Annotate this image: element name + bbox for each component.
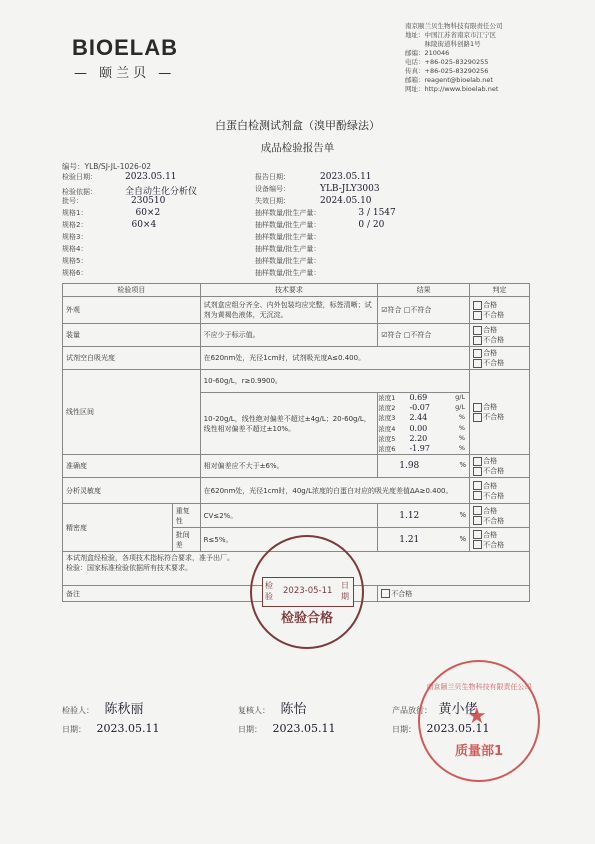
conc-unit: % [458, 423, 466, 432]
info-value: 0 / 20 [358, 220, 385, 230]
table-row [63, 478, 530, 504]
inspector-signature: 陈秋丽 [104, 702, 144, 717]
judge-ok: 合格 [483, 457, 498, 466]
linearity-results [378, 393, 470, 455]
date-value: 2023.05.11 [272, 722, 336, 735]
info-label: 抽样数量/批生产量： [255, 221, 321, 229]
table-row [63, 370, 530, 393]
info-label: 检验依据： [62, 188, 97, 196]
info-label: 规格2： [62, 221, 88, 229]
conc-label: 浓度1 [378, 394, 396, 402]
info-label: 规格3： [62, 233, 88, 241]
judge-ng: 不合格 [483, 311, 505, 319]
info-value: 230510 [131, 196, 166, 206]
checkbox-icon [473, 413, 482, 422]
conc-unit: % [458, 433, 466, 442]
conc-value: 0.69 [409, 393, 428, 402]
checkbox-icon [473, 506, 482, 515]
row-judgement [470, 370, 530, 455]
conc-label: 浓度2 [378, 404, 396, 413]
company-line: 电话：+86-025-83290255 [405, 58, 489, 66]
row-judgement [470, 297, 530, 324]
judge-ok: 合格 [483, 403, 498, 412]
info-label: 规格1： [62, 209, 88, 217]
conc-label: 浓度5 [378, 434, 396, 443]
document-title: 白蛋白检测试剂盒（溴甲酚绿法） [215, 119, 380, 132]
row-requirement: 10-20g/L，线性绝对偏差不超过±4g/L；20-60g/L，线性相对偏差不超过±10%。 [200, 393, 378, 455]
judge-ng: 不合格 [483, 516, 505, 525]
header-judgement: 判定 [470, 284, 530, 297]
row-item: 准确度 [63, 455, 201, 478]
info-label: 批号： [62, 197, 83, 205]
conc-unit: % [458, 444, 466, 453]
row-result [378, 528, 470, 552]
result-option: ☑符合 [381, 331, 402, 339]
conc-value: 2.20 [409, 433, 428, 443]
info-value: 2023.05.11 [320, 172, 372, 182]
inspector-label: 检验人： [62, 706, 94, 715]
judge-ng: 不合格 [483, 413, 505, 422]
info-label: 抽样数量/批生产量： [255, 257, 321, 265]
info-value: 60×2 [135, 208, 161, 218]
seal-dept: 质量部1 [454, 744, 504, 759]
conclusion-text: 本试剂盒经检验，各项技术指标符合要求，准予出厂。 [66, 554, 234, 563]
judge-ok: 合格 [483, 530, 498, 539]
table-row [63, 297, 530, 324]
info-label: 规格6： [62, 269, 88, 277]
row-judgement [470, 504, 530, 528]
reviewer-sign [238, 698, 307, 717]
result-option: ☑符合 [381, 306, 402, 314]
info-label: 报告日期： [255, 173, 290, 181]
remark-label: 备注 [63, 586, 378, 602]
checkbox-icon [473, 301, 482, 310]
header-result: 结果 [378, 284, 470, 297]
stamp-side-label: 日期 [341, 581, 349, 601]
document-number: 编号：YLB/SJ-JL-1026-02 [62, 162, 152, 171]
row-item: 线性区间 [63, 370, 201, 455]
row-judgement [470, 478, 530, 504]
company-logo-subtitle: — 颐兰贝 — [74, 66, 176, 81]
checkbox-icon [473, 467, 482, 476]
star-icon: ★ [467, 704, 487, 729]
judge-ng: 不合格 [483, 491, 505, 500]
date-value: 2023.05.11 [426, 722, 490, 735]
quality-seal [418, 660, 540, 782]
reviewer-signature: 陈怡 [280, 702, 307, 717]
remark-ng: 不合格 [391, 589, 413, 598]
judge-ng: 不合格 [483, 359, 505, 367]
remark-result [378, 586, 530, 602]
info-value: 3 / 1547 [358, 208, 396, 218]
checkbox-icon [473, 491, 482, 500]
conc-value: 2.44 [409, 413, 428, 423]
info-value: 2024.05.10 [320, 196, 372, 206]
date-label: 日期： [392, 725, 416, 734]
company-line: 传真：+86-025-83290256 [405, 67, 489, 75]
inspection-stamp [250, 535, 364, 649]
row-subitem: 重复性 [172, 504, 200, 528]
info-label: 抽样数量/批生产量： [255, 233, 321, 241]
row-requirement: CV≤2%。 [200, 504, 378, 528]
row-requirement: 10-60g/L，r≥0.9900。 [200, 370, 469, 393]
reviewer-date [238, 722, 336, 735]
company-line: 地址：中国江苏省南京市江宁区 [405, 31, 496, 39]
row-item: 试剂空白吸光度 [63, 347, 201, 370]
checkbox-icon [473, 457, 482, 466]
row-item: 装量 [63, 324, 201, 347]
info-left [62, 172, 262, 280]
conc-unit: g/L [455, 403, 466, 412]
company-line: 秣陵街道科创路1号 [405, 40, 481, 48]
conc-label: 浓度6 [378, 445, 396, 454]
checkbox-icon [473, 516, 482, 525]
row-judgement [470, 455, 530, 478]
company-line: 南京颐兰贝生物科技有限责任公司 [405, 22, 503, 30]
checkbox-icon [473, 336, 482, 345]
release-signature: 黄小佬 [438, 702, 478, 717]
info-label: 失效日期： [255, 197, 290, 205]
checkbox-icon [473, 326, 482, 335]
conc-value: 0.00 [409, 423, 428, 433]
checkbox-icon [473, 359, 482, 368]
checkbox-icon [473, 311, 482, 320]
company-line: 邮编：210046 [405, 49, 450, 57]
row-result [378, 455, 470, 478]
row-result [378, 324, 470, 347]
judge-ng: 不合格 [483, 336, 505, 344]
row-requirement: 相对偏差应不大于±6%。 [200, 455, 378, 478]
judge-ng: 不合格 [483, 540, 505, 549]
table-row [63, 504, 530, 528]
row-item: 精密度 [63, 504, 173, 552]
seal-text: 南京颐兰贝生物科技有限责任公司 [426, 683, 532, 691]
judge-ng: 不合格 [483, 467, 505, 476]
stamp-date-box [262, 577, 354, 607]
info-label: 抽样数量/批生产量： [255, 209, 321, 217]
inspector-sign [62, 698, 144, 717]
info-label: 抽样数量/批生产量： [255, 245, 321, 253]
result-value: 1.12 [399, 510, 420, 521]
header-requirement: 技术要求 [200, 284, 378, 297]
judge-ok: 合格 [483, 349, 498, 357]
row-item: 外观 [63, 297, 201, 324]
checkbox-icon [473, 481, 482, 490]
info-value: 2023.05.11 [125, 172, 177, 182]
row-result [378, 297, 470, 324]
company-line: 邮箱：reagent@bioelab.net [405, 76, 493, 84]
company-line: 网址：http://www.bioelab.net [405, 85, 499, 93]
result-value: 1.98 [399, 461, 420, 472]
checkbox-icon [473, 540, 482, 549]
result-value: 1.21 [399, 534, 420, 545]
row-requirement: 在620nm处，光径1cm时，试剂吸光度A≤0.400。 [200, 347, 469, 370]
row-subitem: 批间差 [172, 528, 200, 552]
conc-label: 浓度4 [378, 424, 396, 433]
result-unit: % [459, 510, 467, 519]
conc-unit: g/L [455, 393, 466, 401]
table-header-row [63, 284, 530, 297]
result-unit: % [459, 461, 467, 470]
company-address-block [405, 22, 585, 94]
table-row [63, 324, 530, 347]
checkbox-icon [381, 589, 390, 598]
info-label: 设备编号： [255, 185, 290, 193]
info-label: 抽样数量/批生产量： [255, 269, 321, 277]
result-option: □不符合 [403, 306, 432, 314]
result-unit: % [459, 534, 467, 543]
info-label: 规格4： [62, 245, 88, 253]
conc-unit: % [458, 413, 466, 422]
stamp-side-label: 检验 [265, 581, 273, 601]
judge-ok: 合格 [483, 506, 498, 515]
checkbox-icon [473, 403, 482, 412]
judge-ok: 合格 [483, 481, 498, 490]
conc-label: 浓度3 [378, 414, 396, 423]
conclusion-text: 检验：国家标准检验依据所有技术要求。 [66, 564, 192, 573]
info-value: 60×4 [131, 220, 157, 230]
stamp-date: 2023-05-11 [283, 586, 333, 596]
info-label: 检验日期： [62, 173, 97, 181]
row-judgement [470, 528, 530, 552]
row-requirement: 试剂盒应组分齐全、内外包装均应完整，标签清晰；试剂为黄褐色液体，无沉淀。 [200, 297, 378, 324]
row-result [378, 504, 470, 528]
table-row [63, 455, 530, 478]
header-item: 检验项目 [63, 284, 201, 297]
row-judgement [470, 324, 530, 347]
row-requirement: R≤5%。 [200, 528, 378, 552]
judge-ok: 合格 [483, 326, 498, 334]
reviewer-label: 复核人： [238, 706, 270, 715]
date-label: 日期： [238, 725, 262, 734]
row-requirement: 在620nm处，光径1cm时，40g/L浓度的白蛋白对应的吸光度差值ΔA≥0.400。 [200, 478, 469, 504]
checkbox-icon [473, 530, 482, 539]
judge-ok: 合格 [483, 301, 498, 309]
result-option: □不符合 [403, 331, 432, 339]
inspector-date [62, 722, 160, 735]
table-row [63, 347, 530, 370]
row-requirement: 不应少于标示值。 [200, 324, 378, 347]
info-label: 规格5： [62, 257, 88, 265]
date-value: 2023.05.11 [96, 722, 160, 735]
document-subtitle: 成品检验报告单 [260, 142, 335, 154]
date-label: 日期： [62, 725, 86, 734]
release-label: 产品放行： [392, 706, 432, 715]
row-judgement [470, 347, 530, 370]
conc-value: -1.97 [409, 444, 430, 454]
checkbox-icon [473, 349, 482, 358]
info-value: 全自动生化分析仪 [125, 187, 198, 197]
info-right [255, 172, 515, 280]
company-logo: BIOELAB [72, 35, 178, 60]
conc-value: -0.07 [409, 403, 430, 413]
info-value: YLB-JLY3003 [320, 184, 380, 194]
row-item: 分析灵敏度 [63, 478, 201, 504]
stamp-text: 检验合格 [280, 611, 333, 626]
